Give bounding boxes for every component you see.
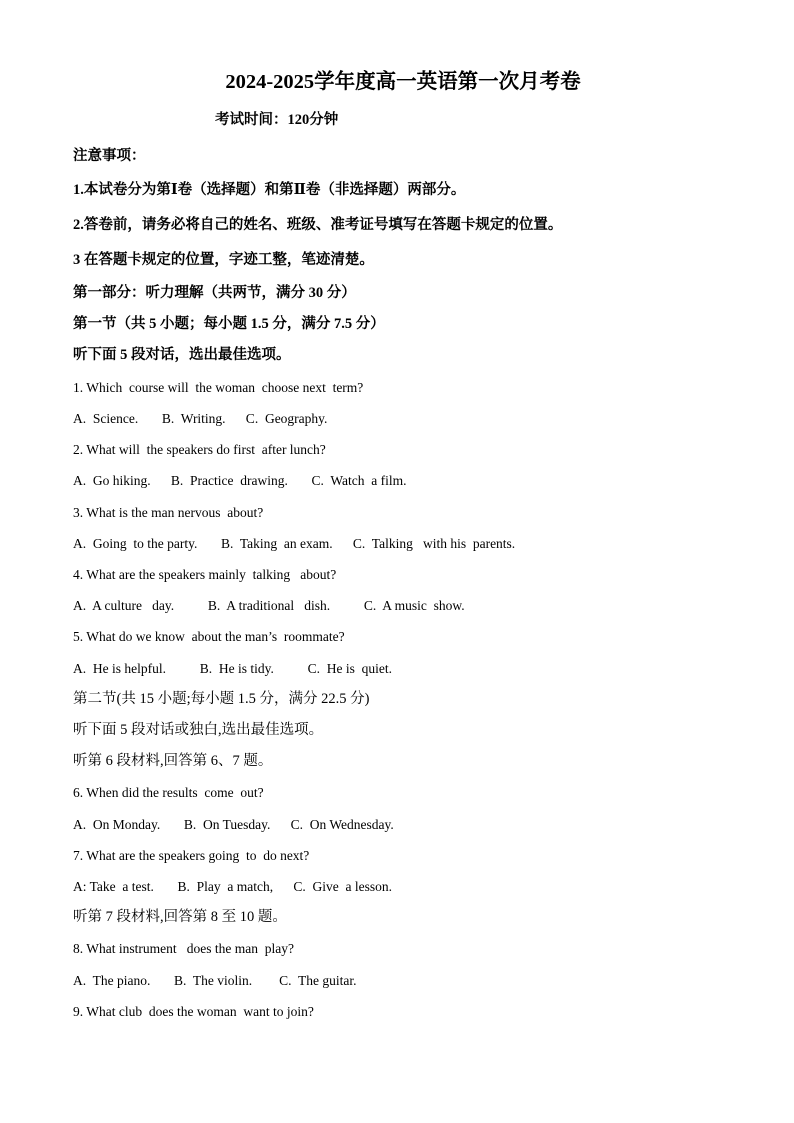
question-9: 9. What club does the woman want to join?	[73, 1004, 314, 1019]
section2-instruction: 听下面 5 段对话或独白,选出最佳选项。	[73, 722, 324, 738]
exam-time: 考试时间：120分钟	[215, 112, 339, 128]
material-7-instruction: 听第 7 段材料,回答第 8 至 10 题。	[73, 909, 287, 925]
question-8: 8. What instrument does the man play?	[73, 941, 294, 956]
question-1-options: A. Science. B. Writing. C. Geography.	[73, 411, 328, 426]
section1-heading: 第一节（共 5 小题；每小题 1.5 分，满分 7.5 分）	[73, 316, 385, 332]
question-7-options: A: Take a test. B. Play a match, C. Give a lesson.	[73, 879, 393, 894]
question-5: 5. What do we know about the man’s roommate?	[73, 629, 345, 644]
notice-item-1: 1.本试卷分为第Ⅰ卷（选择题）和第Ⅱ卷（非选择题）两部分。	[73, 182, 466, 198]
question-8-options: A. The piano. B. The violin. C. The guitar.	[73, 973, 357, 988]
question-6-options: A. On Monday. B. On Tuesday. C. On Wednesday.	[73, 817, 394, 832]
question-1: 1. Which course will the woman choose next term?	[73, 380, 364, 395]
section1-instruction: 听下面 5 段对话，选出最佳选项。	[73, 347, 291, 363]
exam-title: 2024-2025学年度高一英语第一次月考卷	[225, 71, 581, 93]
question-2-options: A. Go hiking. B. Practice drawing. C. Watch a film.	[73, 473, 407, 488]
question-3-options: A. Going to the party. B. Taking an exam. C. Talking with his parents.	[73, 536, 516, 551]
question-2: 2. What will the speakers do first after lunch?	[73, 442, 326, 457]
question-6: 6. When did the results come out?	[73, 785, 264, 800]
question-7: 7. What are the speakers going to do next?	[73, 848, 310, 863]
notice-heading: 注意事项：	[73, 148, 146, 164]
question-4: 4. What are the speakers mainly talking about?	[73, 567, 337, 582]
part1-heading: 第一部分：听力理解（共两节，满分 30 分）	[73, 285, 356, 301]
question-3: 3. What is the man nervous about?	[73, 505, 264, 520]
question-4-options: A. A culture day. B. A traditional dish. C. A music show.	[73, 598, 465, 613]
notice-item-2: 2.答卷前，请务必将自己的姓名、班级、准考证号填写在答题卡规定的位置。	[73, 217, 563, 233]
section2-heading: 第二节(共 15 小题;每小题 1.5 分，满分 22.5 分)	[73, 691, 370, 707]
material-6-instruction: 听第 6 段材料,回答第 6、7 题。	[73, 753, 273, 769]
notice-item-3: 3 在答题卡规定的位置，字迹工整，笔迹清楚。	[73, 252, 374, 268]
question-5-options: A. He is helpful. B. He is tidy. C. He is quiet.	[73, 661, 392, 676]
